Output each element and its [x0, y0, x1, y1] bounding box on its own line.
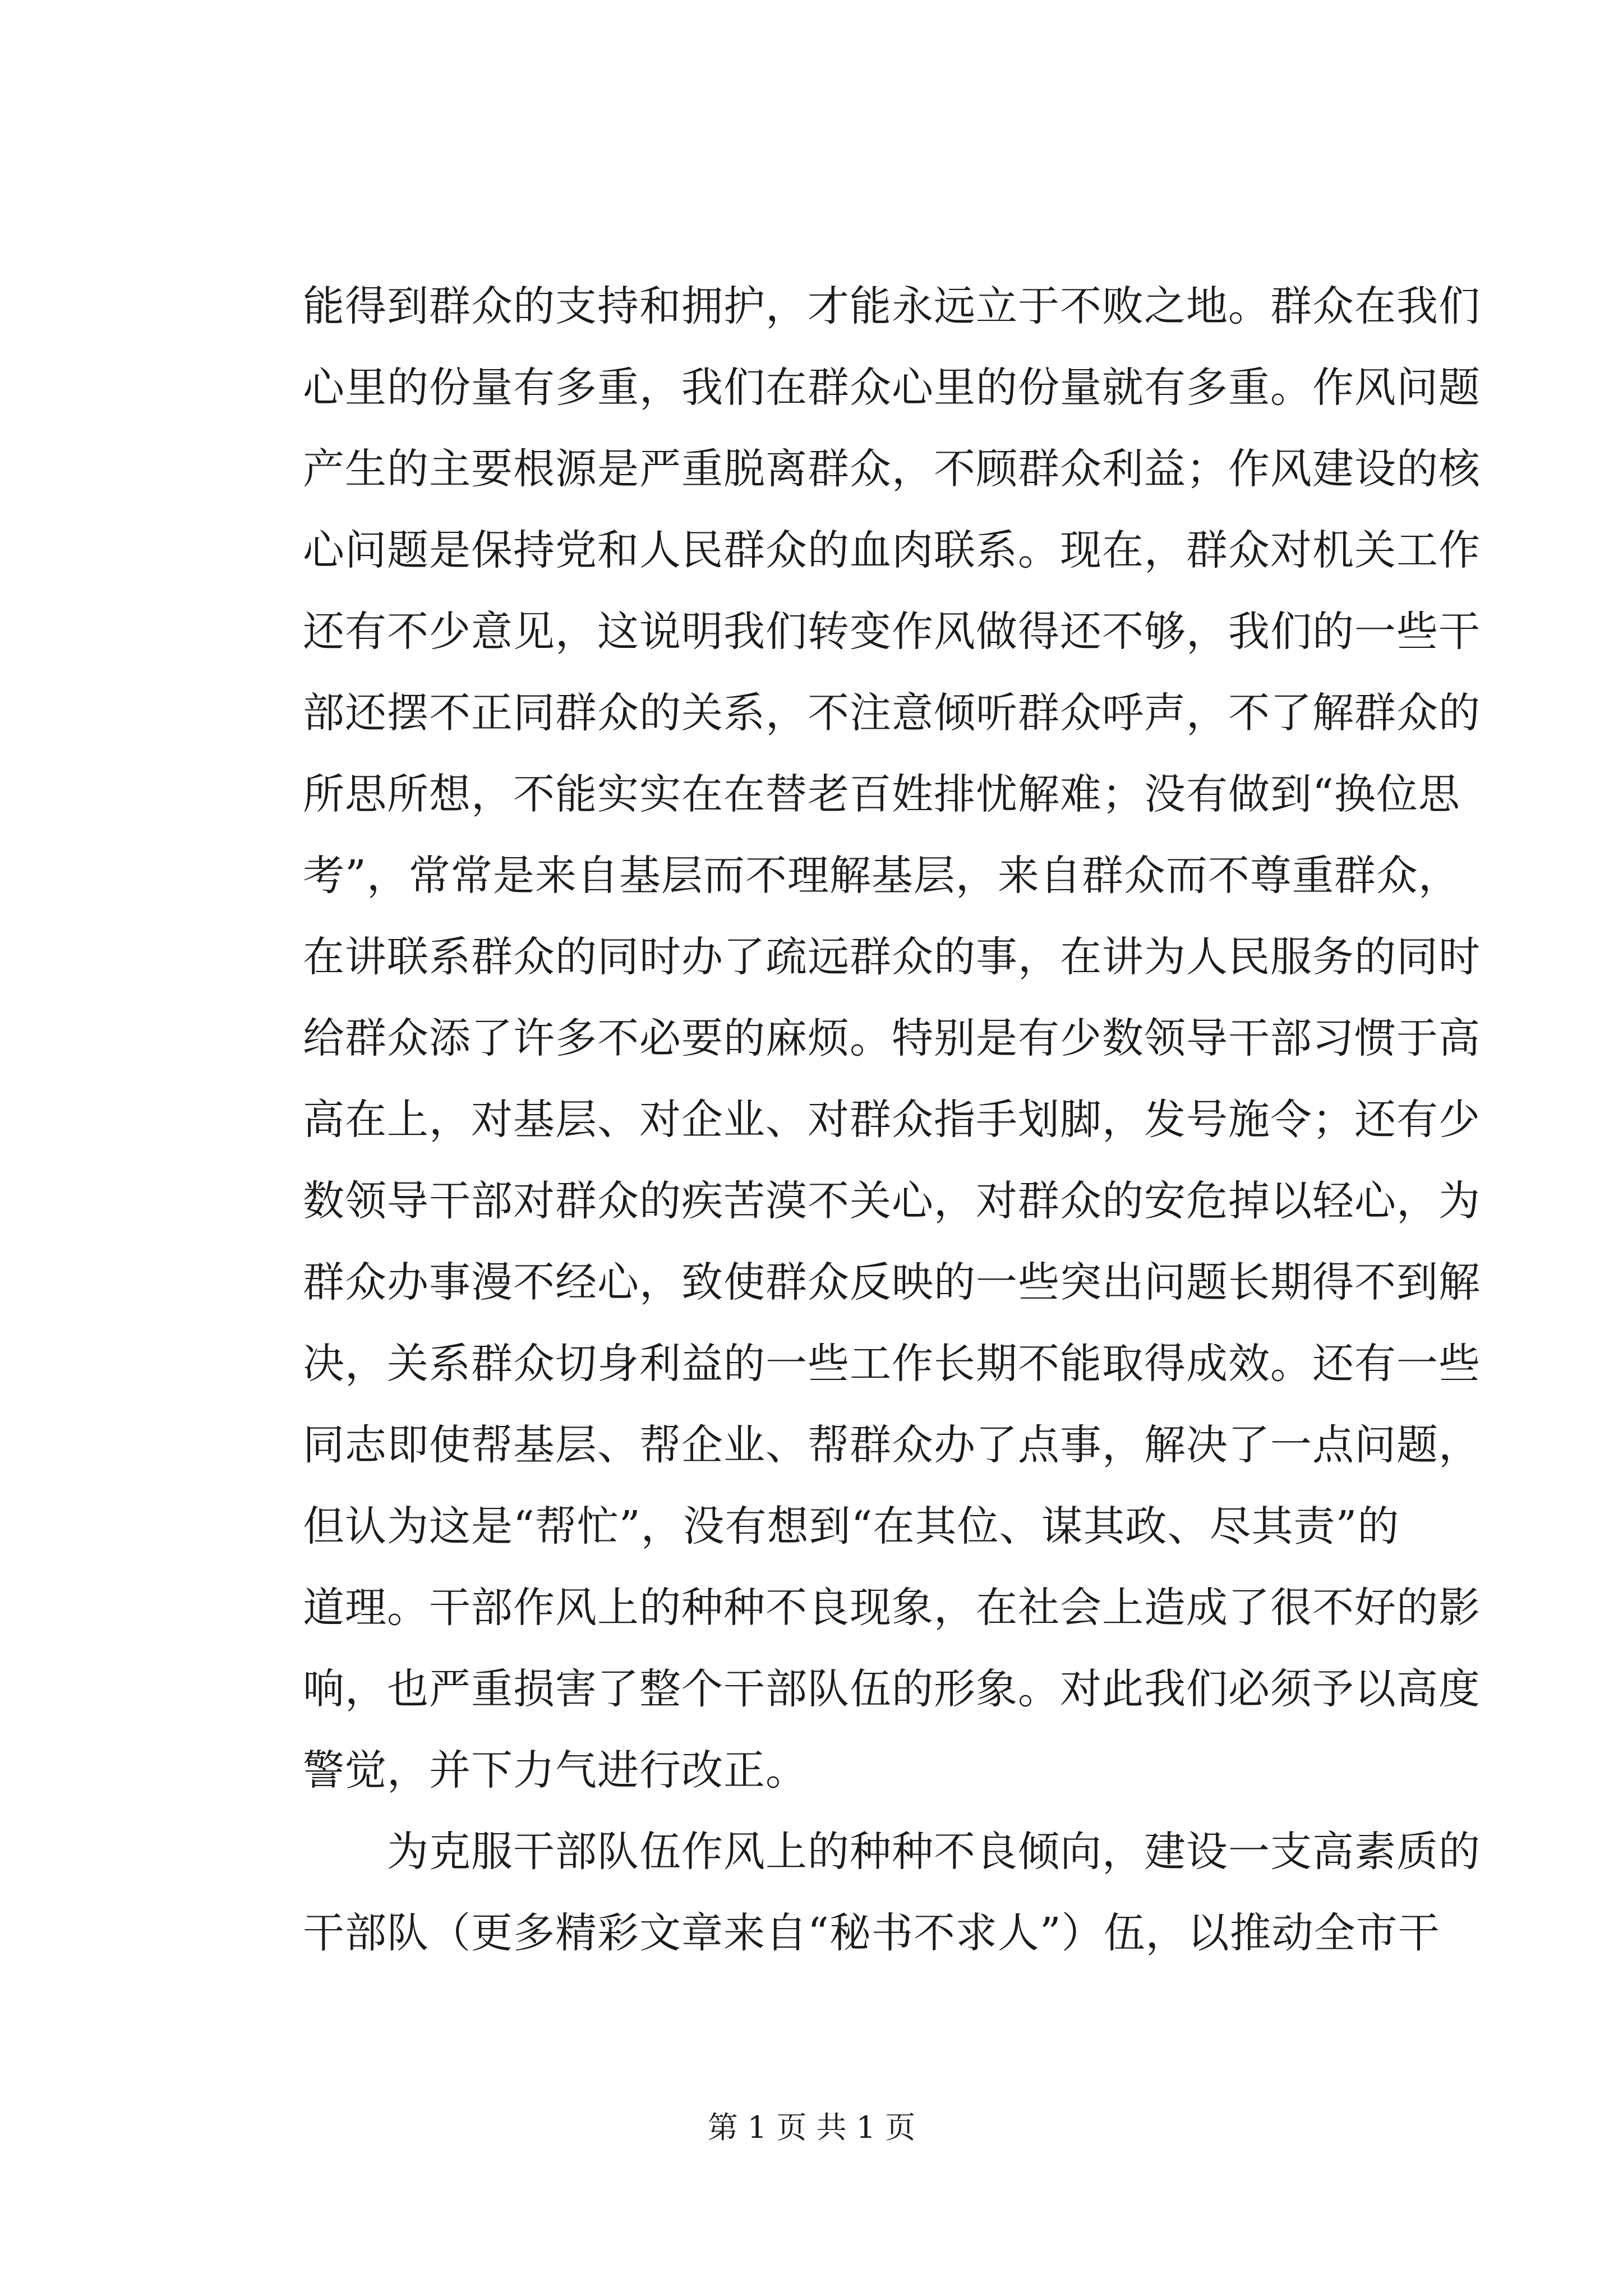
text-line: 能得到群众的支持和拥护，才能永远立于不败之地。群众在我们 [303, 282, 1481, 330]
body-text [303, 266, 1481, 1974]
text-line: 部还摆不正同群众的关系，不注意倾听群众呼声，不了解群众的 [303, 689, 1481, 737]
text-line: 产生的主要根源是严重脱离群众，不顾群众利益；作风建设的核 [303, 445, 1481, 493]
text-line: 所思所想，不能实实在在替老百姓排忧解难；没有做到“换位思 [303, 770, 1460, 818]
text-line: 群众办事漫不经心，致使群众反映的一些突出问题长期得不到解 [303, 1258, 1481, 1306]
text-line: 警觉，并下力气进行改正。 [303, 1746, 808, 1795]
text-line: 高在上，对基层、对企业、对群众指手划脚，发号施令；还有少 [303, 1096, 1481, 1144]
text-line: 道理。干部作风上的种种不良现象，在社会上造成了很不好的影 [303, 1584, 1481, 1632]
text-line: 在讲联系群众的同时办了疏远群众的事，在讲为人民服务的同时 [303, 933, 1481, 981]
text-line: 给群众添了许多不必要的麻烦。特别是有少数领导干部习惯于高 [303, 1014, 1481, 1062]
text-line: 决，关系群众切身利益的一些工作长期不能取得成效。还有一些 [303, 1340, 1481, 1388]
text-line: 还有不少意见，这说明我们转变作风做得还不够，我们的一些干 [303, 608, 1481, 656]
text-line: 考”，常常是来自基层而不理解基层，来自群众而不尊重群众， [303, 852, 1460, 900]
text-line: 响，也严重损害了整个干部队伍的形象。对此我们必须予以高度 [303, 1665, 1481, 1713]
text-line: 数领导干部对群众的疾苦漠不关心，对群众的安危掉以轻心，为 [303, 1177, 1481, 1225]
text-line: 干部队（更多精彩文章来自“秘书不求人”）伍，以推动全市干 [303, 1909, 1440, 1957]
text-line: 为克服干部队伍作风上的种种不良倾向，建设一支高素质的 [303, 1828, 1481, 1876]
page-number-footer: 第 1 页 共 1 页 [707, 2110, 916, 2145]
text-line: 心问题是保持党和人民群众的血肉联系。现在，群众对机关工作 [303, 526, 1481, 574]
text-line: 同志即使帮基层、帮企业、帮群众办了点事，解决了一点问题， [303, 1421, 1481, 1469]
text-line: 心里的份量有多重，我们在群众心里的份量就有多重。作风问题 [303, 364, 1481, 412]
text-line: 但认为这是“帮忙”，没有想到“在其位、谋其政、尽其责”的 [303, 1502, 1400, 1550]
